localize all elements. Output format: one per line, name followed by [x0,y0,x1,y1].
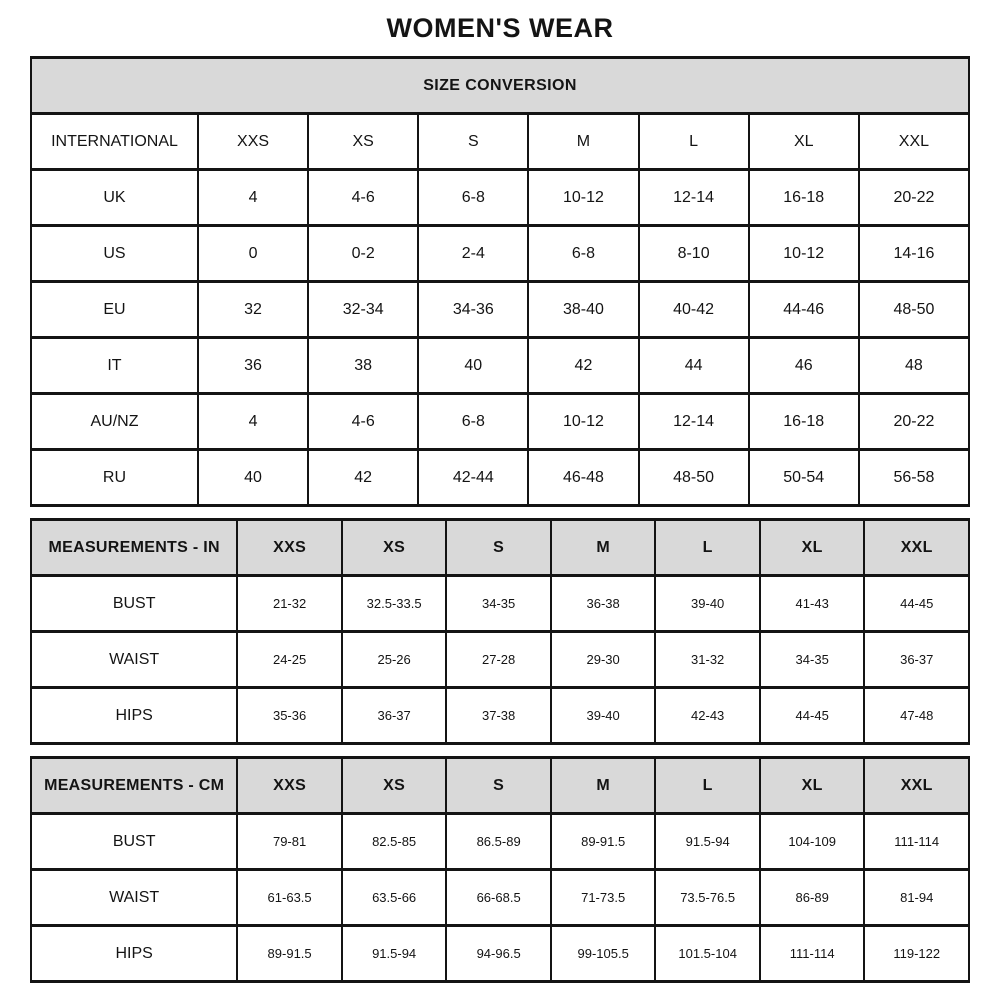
column-header-international: INTERNATIONAL [31,114,198,170]
cell: 35-36 [237,688,342,744]
row-label: BUST [31,576,237,632]
cell: 56-58 [859,450,969,506]
size-conversion-banner: SIZE CONVERSION [31,58,969,114]
row-label: WAIST [31,870,237,926]
cell: 39-40 [655,576,760,632]
cell: 6-8 [528,226,638,282]
cell: 31-32 [655,632,760,688]
cell: 10-12 [528,394,638,450]
cell: 40 [198,450,308,506]
cell: 0 [198,226,308,282]
cell: 27-28 [446,632,551,688]
cell: 32 [198,282,308,338]
cell: 10-12 [749,226,859,282]
column-header-xs: XS [342,520,447,576]
row-eu [31,282,969,338]
row-hips-cm [31,926,969,982]
cell: 119-122 [864,926,969,982]
size-conversion-header-row [31,114,969,170]
column-header-s: S [446,520,551,576]
cell: 79-81 [237,814,342,870]
column-header-m: M [551,520,656,576]
cell: 86.5-89 [446,814,551,870]
cell: 2-4 [418,226,528,282]
row-waist-in [31,632,969,688]
cell: 42-43 [655,688,760,744]
cell: 66-68.5 [446,870,551,926]
column-header-xxs: XXS [237,520,342,576]
cell: 104-109 [760,814,865,870]
cell: 111-114 [864,814,969,870]
column-header-s: S [446,758,551,814]
cell: 91.5-94 [655,814,760,870]
cell: 4 [198,170,308,226]
column-header-xs: XS [308,114,418,170]
cell: 34-35 [446,576,551,632]
cell: 50-54 [749,450,859,506]
row-label: UK [31,170,198,226]
column-header-m: M [528,114,638,170]
size-conversion-table [30,56,970,507]
row-label: HIPS [31,688,237,744]
column-header-xs: XS [342,758,447,814]
cell: 89-91.5 [551,814,656,870]
row-waist-cm [31,870,969,926]
cell: 44 [639,338,749,394]
cell: 25-26 [342,632,447,688]
column-header-s: S [418,114,528,170]
cell: 44-45 [760,688,865,744]
column-header-xxl: XXL [859,114,969,170]
column-header-xxl: XXL [864,520,969,576]
row-label: EU [31,282,198,338]
cell: 99-105.5 [551,926,656,982]
row-aunz [31,394,969,450]
cell: 86-89 [760,870,865,926]
row-uk [31,170,969,226]
column-header-xxs: XXS [237,758,342,814]
cell: 14-16 [859,226,969,282]
measurements-cm-table [30,756,970,983]
page-title: WOMEN'S WEAR [386,13,614,43]
cell: 34-35 [760,632,865,688]
cell: 36-37 [342,688,447,744]
column-header-l: L [639,114,749,170]
cell: 36 [198,338,308,394]
column-header-xl: XL [749,114,859,170]
cell: 81-94 [864,870,969,926]
cell: 63.5-66 [342,870,447,926]
row-label: IT [31,338,198,394]
row-label: HIPS [31,926,237,982]
cell: 38-40 [528,282,638,338]
cell: 40-42 [639,282,749,338]
cell: 82.5-85 [342,814,447,870]
cell: 42 [308,450,418,506]
cell: 37-38 [446,688,551,744]
column-header-xl: XL [760,758,865,814]
measurements-in-table [30,518,970,745]
row-label: WAIST [31,632,237,688]
column-header-xxs: XXS [198,114,308,170]
cell: 39-40 [551,688,656,744]
cell: 24-25 [237,632,342,688]
cell: 10-12 [528,170,638,226]
row-label: AU/NZ [31,394,198,450]
cell: 71-73.5 [551,870,656,926]
measurements-cm-title: MEASUREMENTS - CM [31,758,237,814]
cell: 0-2 [308,226,418,282]
cell: 12-14 [639,394,749,450]
cell: 4 [198,394,308,450]
cell: 73.5-76.5 [655,870,760,926]
cell: 41-43 [760,576,865,632]
measurements-in-title: MEASUREMENTS - IN [31,520,237,576]
cell: 48-50 [859,282,969,338]
cell: 36-37 [864,632,969,688]
cell: 8-10 [639,226,749,282]
cell: 4-6 [308,394,418,450]
cell: 46 [749,338,859,394]
cell: 44-46 [749,282,859,338]
row-hips-in [31,688,969,744]
column-header-xl: XL [760,520,865,576]
column-header-m: M [551,758,656,814]
row-ru [31,450,969,506]
cell: 20-22 [859,394,969,450]
cell: 48 [859,338,969,394]
cell: 12-14 [639,170,749,226]
cell: 20-22 [859,170,969,226]
row-label: US [31,226,198,282]
page [30,0,970,983]
cell: 38 [308,338,418,394]
cell: 29-30 [551,632,656,688]
cell: 32.5-33.5 [342,576,447,632]
row-bust-in [31,576,969,632]
cell: 94-96.5 [446,926,551,982]
cell: 36-38 [551,576,656,632]
row-it [31,338,969,394]
column-header-l: L [655,758,760,814]
cell: 21-32 [237,576,342,632]
cell: 42-44 [418,450,528,506]
cell: 61-63.5 [237,870,342,926]
cell: 40 [418,338,528,394]
column-header-l: L [655,520,760,576]
cell: 32-34 [308,282,418,338]
row-label: BUST [31,814,237,870]
cell: 6-8 [418,394,528,450]
cell: 89-91.5 [237,926,342,982]
size-conversion-banner-row [31,58,969,114]
cell: 4-6 [308,170,418,226]
cell: 16-18 [749,170,859,226]
row-label: RU [31,450,198,506]
cell: 46-48 [528,450,638,506]
cell: 42 [528,338,638,394]
cell: 91.5-94 [342,926,447,982]
cell: 48-50 [639,450,749,506]
row-bust-cm [31,814,969,870]
cell: 101.5-104 [655,926,760,982]
cell: 47-48 [864,688,969,744]
cell: 16-18 [749,394,859,450]
row-us [31,226,969,282]
cell: 44-45 [864,576,969,632]
measurements-cm-header-row [31,758,969,814]
cell: 6-8 [418,170,528,226]
measurements-in-header-row [31,520,969,576]
cell: 34-36 [418,282,528,338]
column-header-xxl: XXL [864,758,969,814]
cell: 111-114 [760,926,865,982]
